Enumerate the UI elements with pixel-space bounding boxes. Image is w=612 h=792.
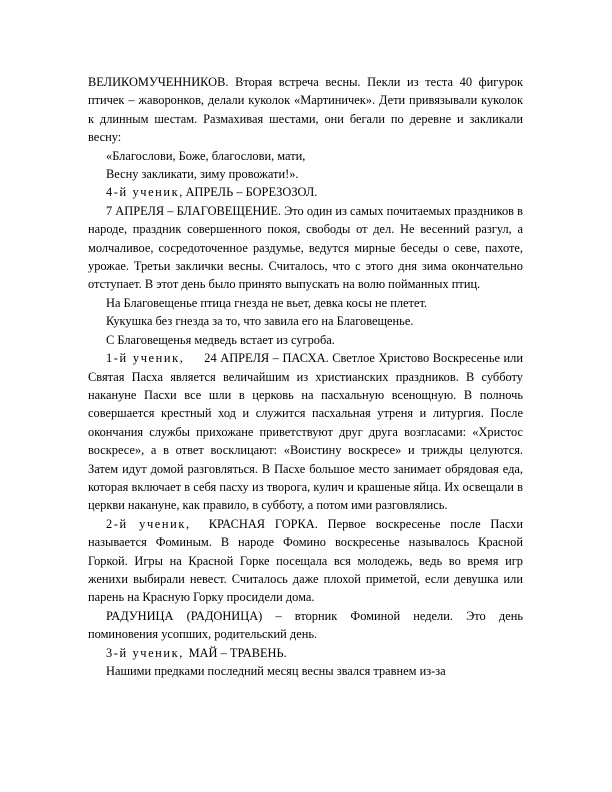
paragraph-text: КРАСНАЯ ГОРКА. Первое воскресенье после Пасхи называется Фоминым. В народе Фомино воскресенье называлось Красной Горкой. Игры на Красной Горке посещала вся молодежь, ведь во время игр женихи выбирали невест. Считалось даже плохой приметой, если девушка или парень на Красную Горку просидели дома. bbox=[88, 516, 527, 605]
paragraph-text: Нашими предками последний месяц весны звался травнем из-за bbox=[106, 664, 446, 678]
proverb bbox=[88, 312, 523, 330]
paragraph-text: РАДУНИЦА (РАДОНИЦА) – вторник Фоминой недели. Это день поминовения усопших, родительский день. bbox=[88, 608, 523, 642]
paragraph bbox=[88, 607, 523, 644]
paragraph-text: На Благовещенье птица гнезда не вьет, девка косы не плетет. bbox=[106, 295, 428, 310]
verse-line bbox=[88, 165, 523, 183]
speaker-label: 2-й ученик bbox=[106, 516, 186, 531]
speaker-label: 1-й ученик bbox=[106, 351, 180, 366]
speaker-paragraph: 2-й ученик, КРАСНАЯ ГОРКА. Первое воскресенье после Пасхи называется Фоминым. В народе Фомино воскресенье называлось Красной Горкой. Игры на Красной Горке посещала вся молодежь, ведь во время игр женихи выбирали невест. Считалось даже плохой приметой, если девушка или парень на Красную Горку просидели дома. bbox=[88, 516, 527, 605]
speaker-paragraph: 3-й ученик, МАЙ – ТРАВЕНЬ. bbox=[106, 645, 287, 660]
paragraph-text: МАЙ – ТРАВЕНЬ. bbox=[182, 645, 287, 660]
speaker-label: 3-й ученик bbox=[106, 645, 180, 660]
paragraph-text: АПРЕЛЬ – БОРЕЗОЗОЛ. bbox=[182, 185, 318, 200]
proverb bbox=[88, 294, 523, 312]
paragraph bbox=[88, 73, 523, 147]
speaker-paragraph: 1-й ученик, 24 АПРЕЛЯ – ПАСХА. Светлое Христово Воскресенье или Святая Пасха является величайшим из христианских праздников. В субботу накануне Пасхи все шли в церковь на пасхальную всенощную. В полночь совершается крестный ход и служится пасхальная утреня и литургия. После окончания службы прихожане приветствуют друг друга возгласами: «Христос воскресе», а в ответ восклицают: «Воистину воскресе» и трижды целуются. Затем идут домой разговляться. В Пасхе большое место занимает обрядовая еда, которая включает в себя пасху из творога, кулич и крашеные яйца. Их освещали в церкви накануне, как правило, в субботу, а потом ими разговлялись. bbox=[88, 351, 527, 513]
speaker-paragraph: 4-й ученик, АПРЕЛЬ – БОРЕЗОЗОЛ. bbox=[106, 185, 318, 200]
document-body bbox=[88, 73, 527, 680]
proverb bbox=[88, 331, 523, 349]
paragraph-text: Весну закликати, зиму провожати!». bbox=[106, 167, 299, 182]
paragraph-text: С Благовещенья медведь встает из сугроба. bbox=[106, 332, 335, 347]
paragraph-text: Кукушка без гнезда за то, что завила его на Благовещенье. bbox=[106, 314, 414, 329]
paragraph-text: «Благослови, Боже, благослови, мати, bbox=[106, 148, 306, 163]
paragraph-text: 24 АПРЕЛЯ – ПАСХА. Светлое Христово Воскресенье или Святая Пасха является величайшим из христианских праздников. В субботу накануне Пасхи все шли в церковь на пасхальную всенощную. В полночь совершается крестный ход и служится пасхальная утреня и литургия. После окончания службы прихожане приветствуют друг друга возгласами: «Христос воскресе», а в ответ восклицают: «Воистину воскресе» и трижды целуются. Затем идут домой разговляться. В Пасхе большое место занимает обрядовая еда, которая включает в себя пасху из творога, кулич и крашеные яйца. Их освещали в церкви накануне, как правило, в субботу, а потом ими разговлялись. bbox=[88, 351, 527, 513]
paragraph-text: 7 АПРЕЛЯ – БЛАГОВЕЩЕНИЕ. Это один из самых почитаемых праздников в народе, праздник совершенного покоя, свободы от дел. Не весенний разгул, а молчаливое, сосредоточенное раздумье, ведутся мирные беседы о севе, пахоте, урожае. Третьи заклички весны. Считалось, что с этого дня зима окончательно отступает. В этот день было принято выпускать на волю пойманных птиц. bbox=[88, 203, 523, 292]
paragraph-text: ВЕЛИКОМУЧЕННИКОВ. Вторая встреча весны. Пекли из теста 40 фигурок птичек – жаворонков, делали куколок «Мартиничек». Дети привязывали куколок к длинным шестам. Размахивая шестами, они бегали по деревне и закликали весну: bbox=[88, 75, 523, 145]
paragraph bbox=[88, 202, 523, 294]
verse-line bbox=[88, 147, 523, 165]
paragraph bbox=[88, 662, 523, 680]
speaker-label: 4-й ученик bbox=[106, 185, 180, 200]
